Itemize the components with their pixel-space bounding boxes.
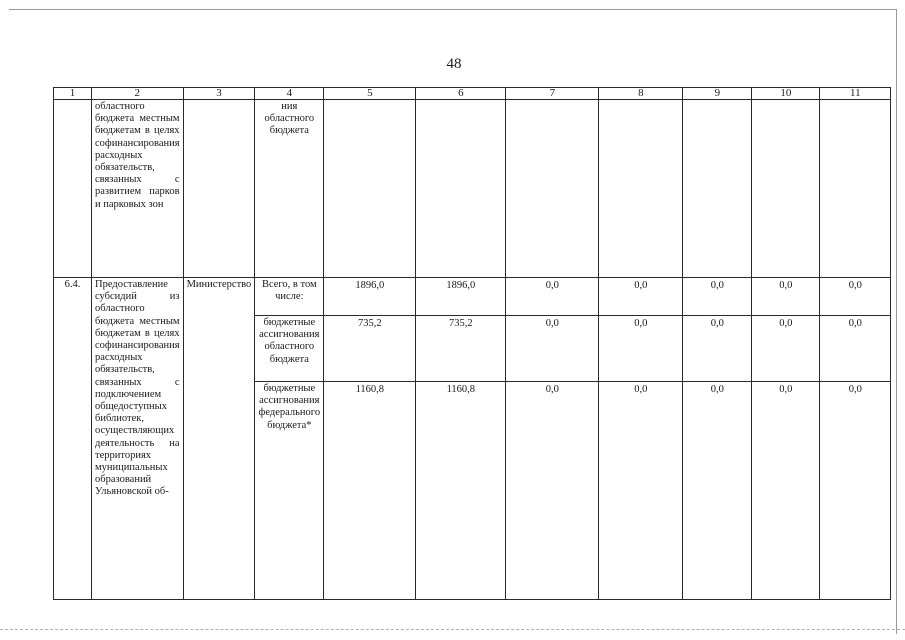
value-cell: 1896,0 [324,278,416,316]
value-cell: 0,0 [506,316,599,382]
budget-table [53,87,891,600]
header-cell: 11 [820,88,891,100]
value-cell: 1896,0 [416,278,506,316]
value-cell: 1160,8 [324,382,416,600]
header-cell: 8 [599,88,683,100]
funding-source: бюджетные ассигнования федерального бюджета* [255,382,324,600]
value-cell: 0,0 [752,316,820,382]
item-number: 6.4. [54,278,92,600]
funding-source: Всего, в том числе: [255,278,324,316]
funding-source: бюджетные ассигнования областного бюджета [255,316,324,382]
value-cell: 1160,8 [416,382,506,600]
header-cell: 1 [54,88,92,100]
continuation-row [54,100,891,278]
value-cell: 0,0 [599,278,683,316]
value-cell: 0,0 [506,382,599,600]
item-description: Предоставление субсидий из областного бюджета местным бюджетам в целях софинансирования расходных обязательств, связанных с подключением общедоступных библиотек, осуществляющих деятельность на территориях муниципальных образований Ульяновской об- [92,278,184,600]
table-header-row [54,88,891,100]
value-cell: 0,0 [506,278,599,316]
header-cell: 2 [92,88,184,100]
page-number: 48 [446,56,462,72]
value-cell: 0,0 [599,382,683,600]
header-cell: 4 [255,88,324,100]
value-cell: 0,0 [820,316,891,382]
value-cell: 735,2 [324,316,416,382]
table-row [54,278,891,316]
value-cell: 735,2 [416,316,506,382]
value-cell: 0,0 [752,382,820,600]
header-cell: 5 [324,88,416,100]
header-cell: 3 [183,88,255,100]
header-cell: 10 [752,88,820,100]
value-cell: 0,0 [752,278,820,316]
value-cell: 0,0 [683,382,752,600]
header-cell: 9 [683,88,752,100]
continuation-source: ния областного бюджета [255,100,324,278]
item-executor: Министерство [183,278,255,600]
value-cell: 0,0 [820,278,891,316]
continuation-description: областного бюджета местным бюджетам в целях софинансирования расходных обязательств, связанных с развитием парков и парковых зон [92,100,184,278]
header-cell: 6 [416,88,506,100]
value-cell: 0,0 [683,316,752,382]
value-cell: 0,0 [683,278,752,316]
value-cell: 0,0 [599,316,683,382]
header-cell: 7 [506,88,599,100]
value-cell: 0,0 [820,382,891,600]
page-cut-line [0,629,905,630]
